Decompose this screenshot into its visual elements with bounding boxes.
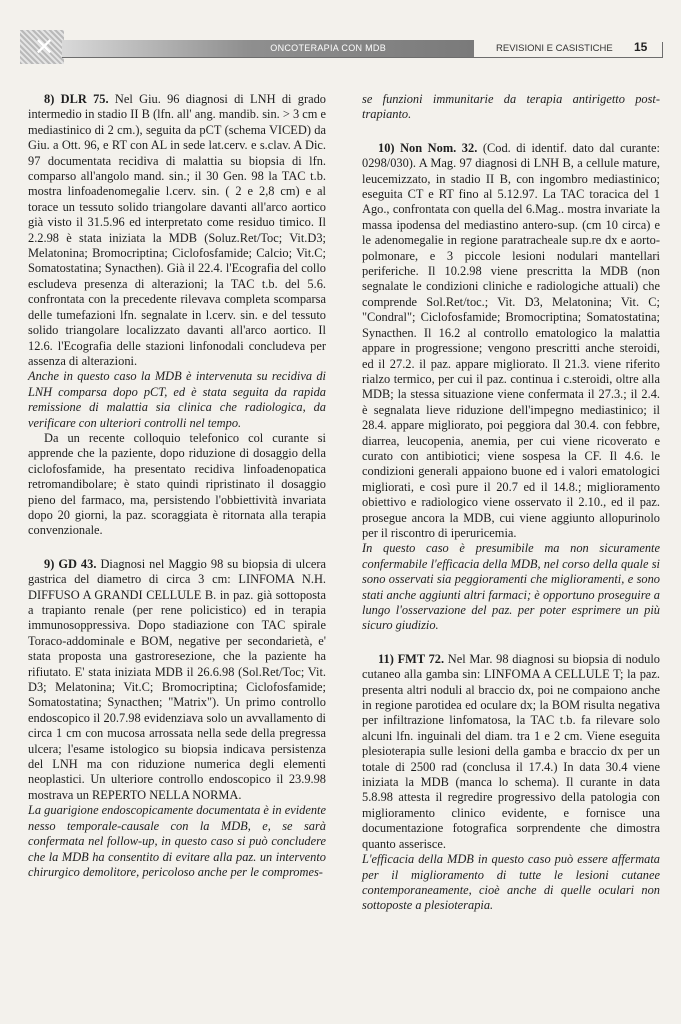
journal-logo (20, 30, 64, 64)
right-column (362, 92, 660, 914)
case-code: FMT 72. (397, 651, 445, 666)
case-text (362, 652, 660, 852)
case-10 (362, 141, 660, 634)
cross-icon: ✕ (34, 33, 55, 61)
case-9 (28, 557, 326, 881)
case-number: 8) (44, 92, 55, 106)
case-comment: In questo caso è presumibile ma non sicuramente confermabile l'efficacia della MDB, nel corso della quale si sono osservati sia peggioramenti che miglioramenti, e sono stati anche aggiunti altri farmaci; è opportuno proseguire a lungo l'osservazione del paz. per poter esprimere un più sicuro giudizio. (362, 541, 660, 633)
case-comment: L'efficacia della MDB in questo caso può essere affermata per il miglioramento di tutte le lesioni cutanee contemporaneamente, cioè anche di quelle oculari non sottoposte a plesioterapia. (362, 852, 660, 913)
case-11 (362, 652, 660, 914)
case-code: DLR 75. (60, 92, 109, 106)
case-description: Nel Giu. 96 diagnosi di LNH di grado intermedio in stadio II B (lfn. all' ang. mandib. sin. > 3 cm e mediastinico di 2 cm.), seguita da pCT (schema VICED) da Giu. a Ott. 96, e RT con AL in sede lat.cerv. e s.clav. A Dic. 97 documentata recidiva di malattia su biopsia di lfn. comparso all'angolo mand. sin.; il 30 Gen. 98 la TAC t.b. mostra linfoadenomegalie l.cerv. sin. ( 2 e 2,8 cm) e al torace un tessuto solido triangolare davanti all'arco aortico già visto il 31.5.96 ed interpretato come residuo timico. Il 2.2.98 è stata iniziata la MDB (Soluz.Ret/Toc; Vit.D3; Melatonina; Bromocriptina; Ciclofosfamide; Calcio; Vit.C; Somatostatina; Synacthen). Già il 22.4. l'Ecografia del collo escludeva presenza di alterazioni; la TAC t.b. del 5.6. confrontata con la precedente rilevava completa scomparsa delle tumefazioni lfn. segnalate in l.cerv. sin. e del tessuto solido triangolare localizzato davanti all'arco aortico. Il 12.6. l'Ecografia delle stazioni linfonodali concludeva per assenza di alterazioni. (28, 92, 326, 368)
case-description: Diagnosi nel Maggio 98 su biopsia di ulcera gastrica del diametro di circa 3 cm: LINFOMA N.H. DIFFUSO A GRANDI CELLULE B. in paz. già sottoposta a trapianto renale (per rene policistico) ed in terapia immunosoppressiva. Dopo stadiazione con TAC spirale Toraco-addominale e BOM, negative per secondarietà, e' stata proposta una gastroresezione, che la paziente ha rifiutato. E' stata iniziata MDB il 26.6.98 (Sol.Ret/Toc; Vit. D3; Melatonina; Vit.C; Bromocriptina; Ciclofosfamide; Somatostatina; Synacthen; "Matrix"). Un primo controllo endoscopico il 20.7.98 evidenziava solo un avvallamento di circa 1 cm con mucosa arrossata nella sede della pregressa ulcera; l'esame istologico su biopsia indicava persistenza del LNH ma con riduzione numerica degli elementi neoplastici. Un ulteriore controllo endoscopico il 23.9.98 mostrava un REPERTO NELLA NORMA. (28, 556, 326, 802)
case-number: 10) (378, 140, 395, 155)
case-number: 11) (378, 651, 394, 666)
case-code: GD 43. (58, 556, 97, 571)
case-8 (28, 92, 326, 539)
case-text (28, 92, 326, 369)
page-number: 15 (634, 40, 648, 54)
header-rule-tick (662, 42, 663, 58)
section-title: REVISIONI E CASISTICHE (496, 43, 613, 54)
case-comment-continuation: se funzioni immunitarie da terapia antirigetto post-trapianto. (362, 92, 660, 122)
header-rule (62, 57, 662, 58)
case-number: 9) (44, 556, 55, 571)
left-column (28, 92, 326, 880)
case-description: (Cod. di identif. dato dal curante: 0298/030). A Mag. 97 diagnosi di LNH B, a cellule mature, leucemizzato, in stadio II B, con ingombro mediastinico; eseguita CT e RT fino al 5.12.97. La TAC toracica del 1 Ago., confrontata con quella del 6.Mag.. mostra invariate la massa ipodensa del mediastino antero-sup. (cm 10 circa) e le adenomegalie in regione paratracheale sup.re dx e aorto-polmonare, e 3 piccole lesioni nodulari mantellari periferiche. Il 10.2.98 viene prescritta la MDB (non segnalate le condizioni cliniche e radiologiche attuali) che comprende Sol.Ret/toc.; Vit. D3, Melatonina; Vit. C; "Condral"; Ciclofosfamide; Bromocriptina; Somatostatina; Synacthen. Il 16.2 al controllo ematologico la malattia appare in progressione; vengono prescritti anche steroidi, ed il 27.2. il paz. appare migliorato. Il 21.3. viene riferito rialzo termico, per cui il paz. continua i c.steroidi, oltre alla MDB; la stessa situazione viene confermata il 27.3.; il 2.4. è segnalata lieve riduzione dell'impegno mediastinico; il 28.4. appare migliorato, poi peggiora dal 30.4. con febbre, diarrea, leucopenia, anemia, per cui viene ricoverato e curato con antibiotici; viene sospesa la CF. Il 4.6. le condizioni generali appaiono buone ed i valori ematologici migliorati, e così pure il 20.7 ed il 14.8.; miglioramento obiettivo e radiologico viene osservato il 2.10., ed il paz. prosegue ancora la MDB, cui viene aggiunto allopurinolo per il riscontro di iperuricemia. (362, 140, 660, 540)
journal-title: ONCOTERAPIA CON MDB (270, 43, 386, 53)
case-text (362, 141, 660, 542)
case-comment: Anche in questo caso la MDB è intervenuta su recidiva di LNH comparsa dopo pCT, ed è stata seguita da rapida remissione di malattia sia clinica che radiologica, da verificare con ulteriori controlli nel tempo. (28, 369, 326, 430)
case-9-continuation (362, 92, 660, 123)
case-follow-up: Da un recente colloquio telefonico col curante si apprende che la paziente, dopo riduzione di dosaggio della ciclofosfamide, ha presentato recidiva linfoadenopatica retromandibolare; è stato quindi ripristinato il dosaggio pieno del farmaco, ma, persistendo l'obbiettività invariata dopo 20 giorni, la paz. scoraggiata è ritornata alla terapia convenzionale. (28, 430, 326, 538)
case-text (28, 557, 326, 804)
case-code: Non Nom. 32. (400, 140, 478, 155)
header-band (62, 40, 474, 57)
page-header (0, 0, 681, 70)
case-description: Nel Mar. 98 diagnosi su biopsia di nodulo cutaneo alla gamba sin: LINFOMA A CELLULE T; la paz. presenta altri noduli al braccio dx, poi ne compaiono anche in regione parotidea ed oculare dx; la BOM risulta negativa per infiltrazione linfomatosa, la TAC t.b. fa rilevare solo alcuni lfn. inguinali del diam. tra 1 e 2 cm. Viene eseguita plesioterapia sulle lesioni della gamba e braccio dx per un totale di 2500 rad (conclusa il 17.4.) In data 30.4 viene iniziata la MDB (manca lo schema). Il curante in data 5.8.98 attesta il regredire progressivo della patologia con miglioramento clinico evidente, e fornisce una documentazione fotografica sorprendente che dimostra quanto asserisce. (362, 651, 660, 851)
case-comment: La guarigione endoscopicamente documentata è in evidente nesso temporale-causale con la MDB, e, se sarà confermata nel follow-up, in questo caso si può concludere che la MDB ha consentito di evitare alla paz. un intervento chirurgico demolitore, pericoloso anche per le compromes- (28, 803, 326, 879)
